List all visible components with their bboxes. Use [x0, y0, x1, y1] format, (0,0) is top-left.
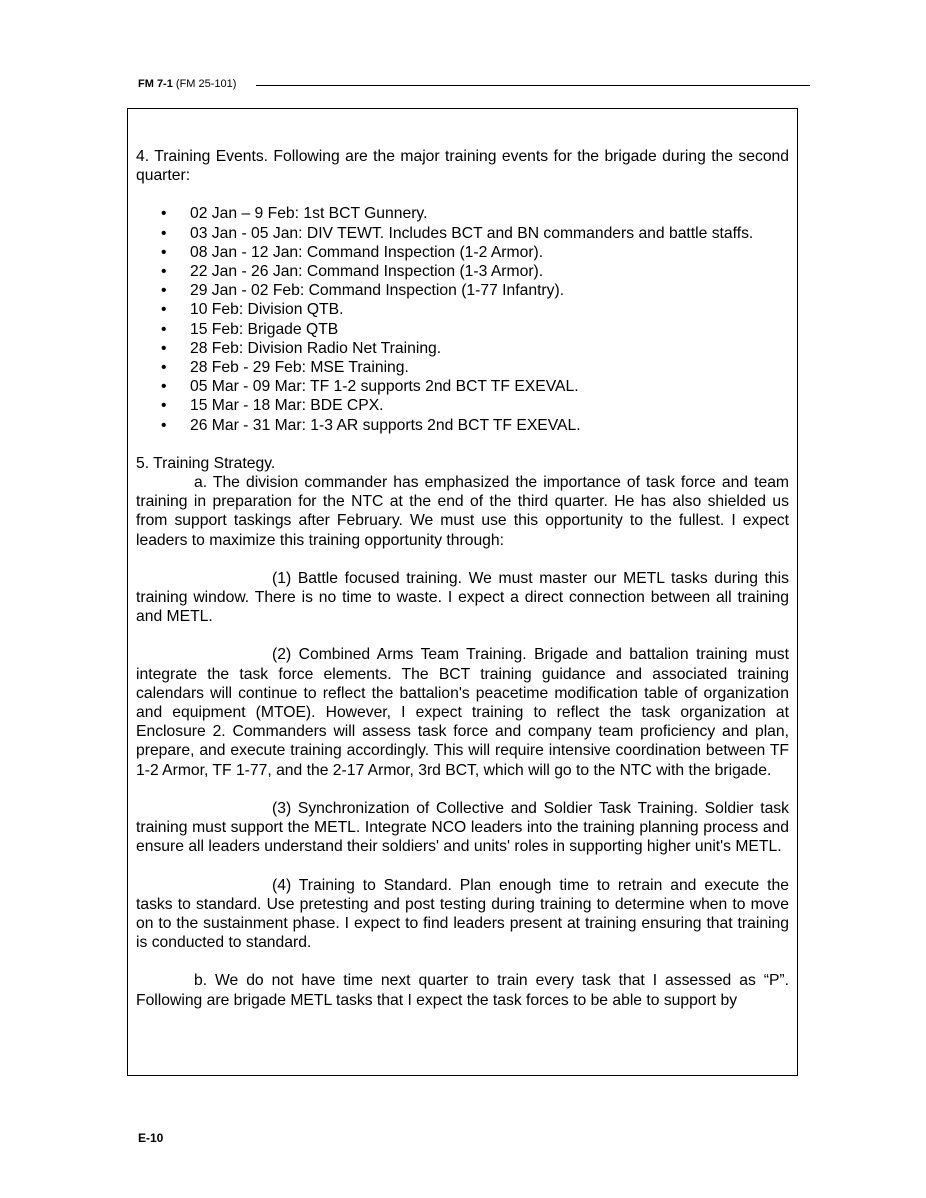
document-body	[136, 147, 789, 1010]
header-rule	[256, 85, 810, 86]
running-header	[138, 77, 810, 91]
paragraph-5a: a. The division commander has emphasized the importance of task force and team training in preparation for the NTC at the end of the third quarter. He has also shielded us from support taskings after February. We must use this opportunity to the fullest. I expect leaders to maximize this training opportunity through:	[136, 474, 789, 549]
bullet-icon: •	[161, 243, 167, 261]
list-item: • 22 Jan - 26 Jan: Command Inspection (1-3 Armor).	[161, 263, 544, 281]
section-4-heading: 4. Training Events. Following are the major training events for the brigade during the second quarter:	[136, 148, 789, 185]
manual-number: FM 7-1	[138, 78, 173, 90]
list-item: • 28 Feb: Division Radio Net Training.	[161, 339, 442, 357]
bullet-icon: •	[161, 301, 167, 319]
bullet-icon: •	[161, 224, 167, 242]
page-number: E-10	[138, 1131, 164, 1145]
paragraph-5a1: (1) Battle focused training. We must master our METL tasks during this training window. There is no time to waste. I expect a direct connection between all training and METL.	[136, 569, 789, 626]
superseded-manual: (FM 25-101)	[172, 78, 237, 90]
bullet-icon: •	[161, 339, 167, 357]
list-item: • 29 Jan - 02 Feb: Command Inspection (1-77 Infantry).	[161, 282, 565, 300]
list-item: • 10 Feb: Division QTB.	[161, 301, 344, 319]
training-events-list	[136, 204, 789, 434]
paragraph-5a3: (3) Synchronization of Collective and Soldier Task Training. Soldier task training must support the METL. Integrate NCO leaders into the training planning process and ensure all leaders understand their soldiers' and units' roles in supporting higher unit's METL.	[136, 799, 789, 856]
list-item: • 15 Feb: Brigade QTB	[161, 320, 339, 338]
list-item: • 08 Jan - 12 Jan: Command Inspection (1-2 Armor).	[161, 243, 544, 261]
bullet-icon: •	[161, 205, 167, 223]
bullet-icon: •	[161, 282, 167, 300]
document-title	[138, 77, 236, 91]
bullet-icon: •	[161, 320, 167, 338]
paragraph-5a2: (2) Combined Arms Team Training. Brigade and battalion training must integrate the task force elements. The BCT training guidance and associated training calendars will continue to reflect the battalion's peacetime modification table of organization and equipment (MTOE). However, I expect training to reflect the task organization at Enclosure 2. Commanders will assess task force and company team proficiency and plan, prepare, and execute training accordingly. This will require intensive coordination between TF 1-2 Armor, TF 1-77, and the 2-17 Armor, 3rd BCT, which will go to the NTC with the brigade.	[136, 646, 789, 779]
bullet-icon: •	[161, 416, 167, 434]
section-5-heading: 5. Training Strategy.	[136, 454, 276, 472]
list-item: • 02 Jan – 9 Feb: 1st BCT Gunnery.	[161, 205, 428, 223]
bullet-icon: •	[161, 359, 167, 377]
list-item: • 05 Mar - 09 Mar: TF 1-2 supports 2nd BCT TF EXEVAL.	[161, 378, 579, 396]
bullet-icon: •	[161, 397, 167, 415]
list-item: • 26 Mar - 31 Mar: 1-3 AR supports 2nd BCT TF EXEVAL.	[161, 416, 581, 434]
list-item: • 28 Feb - 29 Feb: MSE Training.	[161, 359, 409, 377]
list-item: • 03 Jan - 05 Jan: DIV TEWT. Includes BCT and BN commanders and battle staffs.	[161, 224, 754, 242]
paragraph-5b: b. We do not have time next quarter to train every task that I assessed as “P”. Following are brigade METL tasks that I expect the task forces to be able to support by	[136, 972, 789, 1009]
list-item: • 15 Mar - 18 Mar: BDE CPX.	[161, 397, 384, 415]
bullet-icon: •	[161, 378, 167, 396]
bullet-icon: •	[161, 263, 167, 281]
paragraph-5a4: (4) Training to Standard. Plan enough time to retrain and execute the tasks to standard. Use pretesting and post testing during training to determine when to move on to the sustainment phase. I expect to find leaders present at training ensuring that training is conducted to standard.	[136, 876, 789, 952]
